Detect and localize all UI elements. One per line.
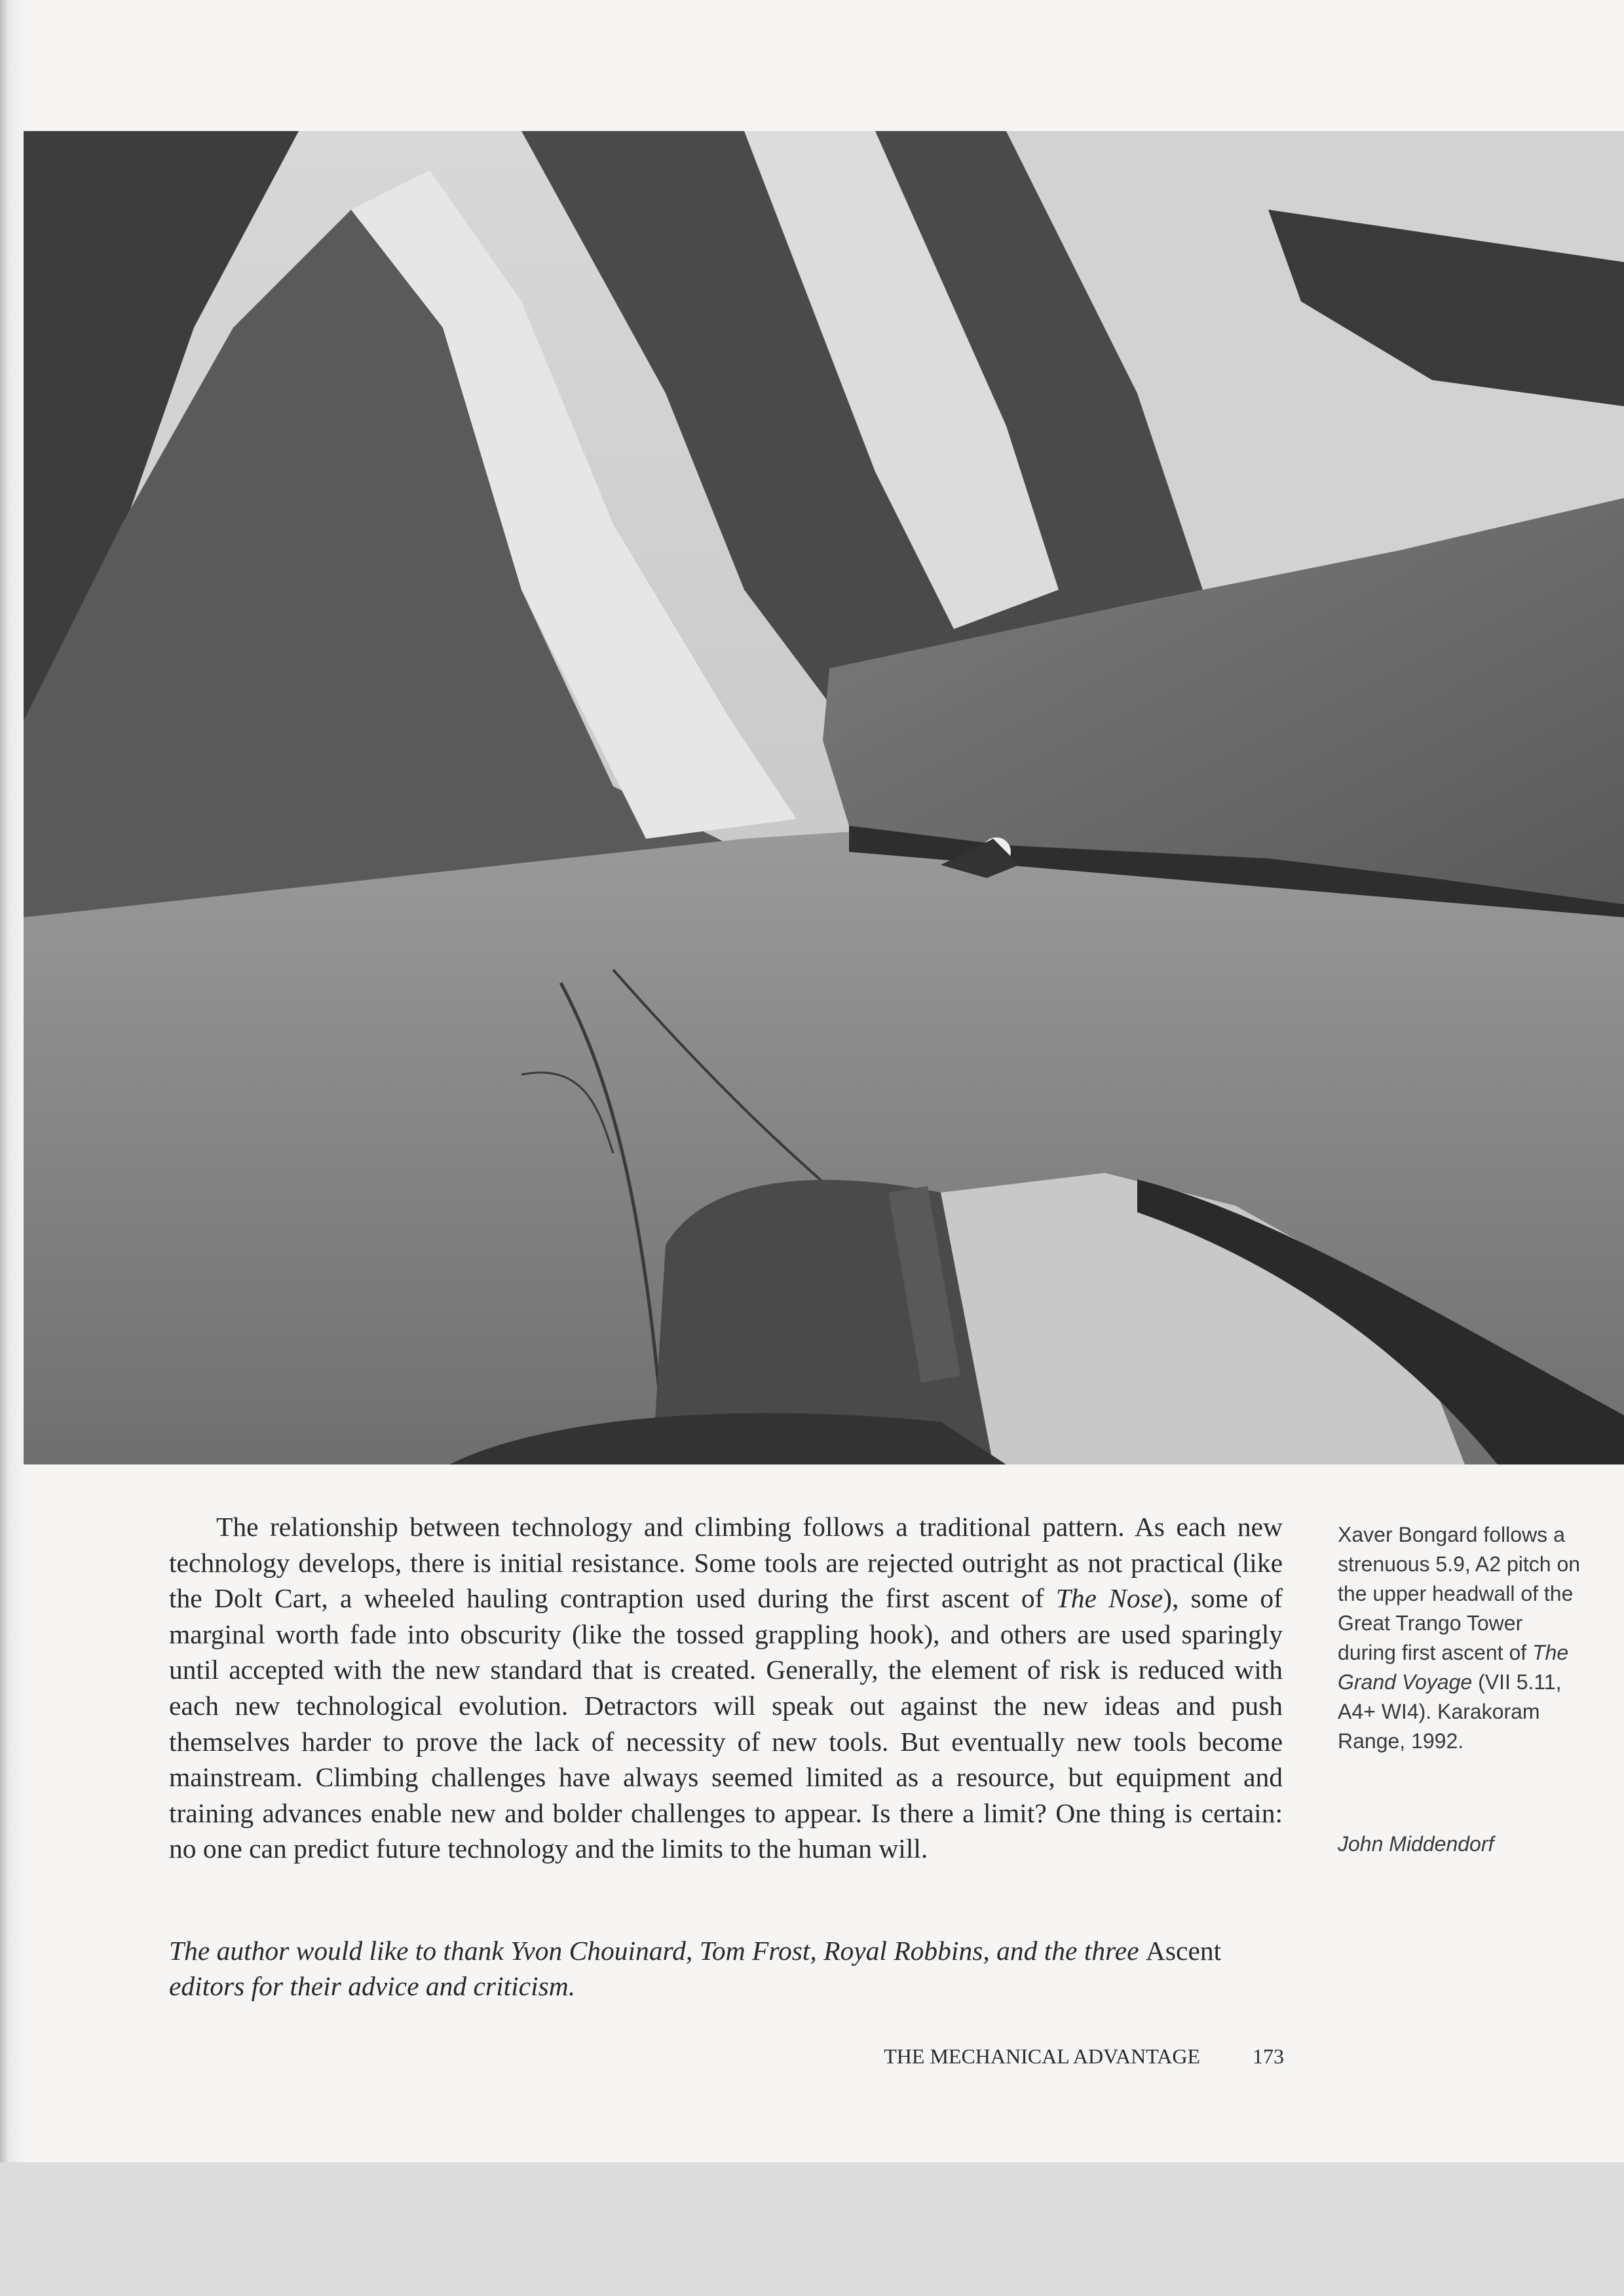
page-edge-shadow <box>0 0 26 2162</box>
body-text-part-2: ), some of marginal worth fade into obscurity (like the tossed grappling hook), and others are used sparingly until accepted with the new standard that is created. Generally, the element of risk is reduced with each new technological evolution. Detractors will speak out against the new ideas and push themselves harder to prove the lack of necessity of new tools. But eventually new tools become mainstream. Climbing challenges have always seemed limited as a resource, but equipment and training advances enable new and bolder challenges to appear. Is there a limit? One thing is certain: no one can predict future technology and the limits to the human will. <box>169 1583 1283 1864</box>
acknowledgment-journal: Ascent <box>1145 1936 1222 1966</box>
climbing-photo <box>24 131 1624 1464</box>
acknowledgment-part-2: editors for their advice and criticism. <box>169 1971 576 2001</box>
caption-text-1: Xaver Bongard follows a strenuous 5.9, A2 pitch on the upper headwall of the Great Trango Tower during first ascent of <box>1338 1523 1581 1664</box>
acknowledgment <box>169 1933 1283 2004</box>
caption-route-name: The Grand Voyage <box>1338 1641 1569 1694</box>
caption-text-2: (VII 5.11, A4+ WI4). Karakoram Range, 1992. <box>1338 1670 1562 1753</box>
page-number: 173 <box>1253 2044 1284 2068</box>
photo-credit: John Middendorf <box>1338 1832 1494 1856</box>
acknowledgment-part-1: The author would like to thank Yvon Chouinard, Tom Frost, Royal Robbins, and the three <box>169 1936 1139 1966</box>
running-title: THE MECHANICAL ADVANTAGE <box>884 2044 1200 2068</box>
body-title-the-nose: The Nose <box>1055 1583 1163 1614</box>
page-footer <box>852 2044 1284 2069</box>
photo-illustration <box>24 131 1624 1464</box>
photo-caption <box>1338 1520 1587 1756</box>
body-text-part-1: The relationship between technology and climbing follows a traditional pattern. As each new technology develops, there is initial resistance. Some tools are rejected outright as not practical (like the Dolt Cart, a wheeled hauling contraption used during the first ascent of <box>169 1512 1283 1614</box>
body-paragraph <box>169 1509 1283 1867</box>
